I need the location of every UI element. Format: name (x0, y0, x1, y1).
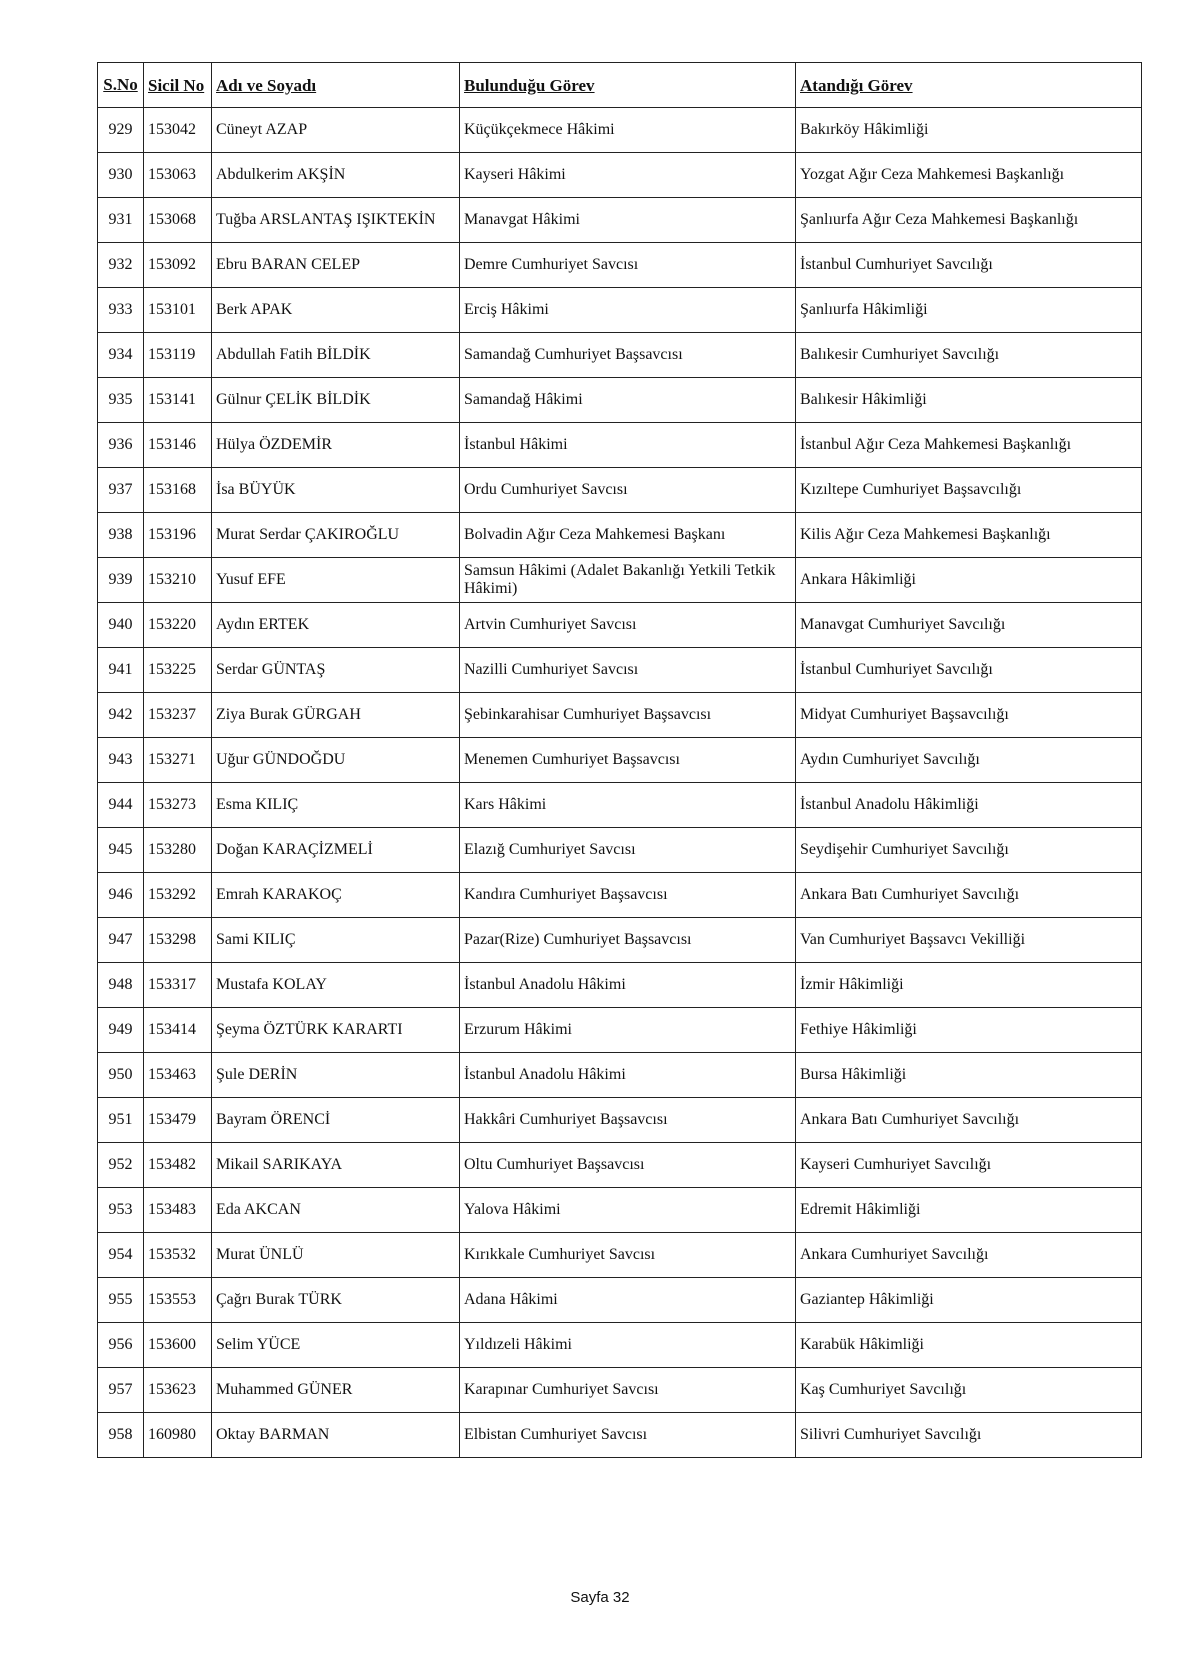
cell-sno: 950 (98, 1053, 144, 1098)
cell-current-duty: Adana Hâkimi (460, 1278, 796, 1323)
cell-sicil: 153482 (144, 1143, 212, 1188)
header-current-duty: Bulunduğu Görev (460, 63, 796, 108)
cell-sicil: 153273 (144, 783, 212, 828)
table-row (98, 288, 1142, 333)
cell-sno: 939 (98, 558, 144, 603)
cell-current-duty: Demre Cumhuriyet Savcısı (460, 243, 796, 288)
table-row (98, 378, 1142, 423)
assignment-table (97, 62, 1142, 1458)
cell-current-duty: Elbistan Cumhuriyet Savcısı (460, 1413, 796, 1458)
cell-name: Şule DERİN (212, 1053, 460, 1098)
cell-name: Esma KILIÇ (212, 783, 460, 828)
table-row (98, 783, 1142, 828)
table-row (98, 513, 1142, 558)
cell-sicil: 153063 (144, 153, 212, 198)
cell-sicil: 153271 (144, 738, 212, 783)
header-name: Adı ve Soyadı (212, 63, 460, 108)
table-row (98, 603, 1142, 648)
cell-current-duty: Samandağ Cumhuriyet Başsavcısı (460, 333, 796, 378)
cell-assigned-duty: Midyat Cumhuriyet Başsavcılığı (796, 693, 1142, 738)
cell-current-duty: Oltu Cumhuriyet Başsavcısı (460, 1143, 796, 1188)
cell-name: Şeyma ÖZTÜRK KARARTI (212, 1008, 460, 1053)
cell-sno: 942 (98, 693, 144, 738)
cell-name: Selim YÜCE (212, 1323, 460, 1368)
cell-sicil: 153119 (144, 333, 212, 378)
cell-assigned-duty: Balıkesir Hâkimliği (796, 378, 1142, 423)
cell-current-duty: Kandıra Cumhuriyet Başsavcısı (460, 873, 796, 918)
cell-name: Uğur GÜNDOĞDU (212, 738, 460, 783)
cell-assigned-duty: İstanbul Anadolu Hâkimliği (796, 783, 1142, 828)
cell-name: Mustafa KOLAY (212, 963, 460, 1008)
cell-assigned-duty: Ankara Batı Cumhuriyet Savcılığı (796, 873, 1142, 918)
cell-assigned-duty: Şanlıurfa Ağır Ceza Mahkemesi Başkanlığı (796, 198, 1142, 243)
cell-sno: 931 (98, 198, 144, 243)
cell-name: Mikail SARIKAYA (212, 1143, 460, 1188)
cell-sicil: 153479 (144, 1098, 212, 1143)
cell-assigned-duty: Ankara Batı Cumhuriyet Savcılığı (796, 1098, 1142, 1143)
cell-sno: 937 (98, 468, 144, 513)
cell-assigned-duty: Kayseri Cumhuriyet Savcılığı (796, 1143, 1142, 1188)
cell-assigned-duty: Silivri Cumhuriyet Savcılığı (796, 1413, 1142, 1458)
cell-current-duty: Erciş Hâkimi (460, 288, 796, 333)
cell-current-duty: Elazığ Cumhuriyet Savcısı (460, 828, 796, 873)
cell-current-duty: İstanbul Hâkimi (460, 423, 796, 468)
table-row (98, 828, 1142, 873)
header-sno: S.No (98, 63, 144, 108)
cell-current-duty: Yıldızeli Hâkimi (460, 1323, 796, 1368)
cell-current-duty: İstanbul Anadolu Hâkimi (460, 963, 796, 1008)
cell-name: Doğan KARAÇİZMELİ (212, 828, 460, 873)
cell-name: Murat ÜNLÜ (212, 1233, 460, 1278)
cell-name: Yusuf EFE (212, 558, 460, 603)
cell-current-duty: Manavgat Hâkimi (460, 198, 796, 243)
cell-current-duty: Menemen Cumhuriyet Başsavcısı (460, 738, 796, 783)
cell-sno: 955 (98, 1278, 144, 1323)
cell-current-duty: Erzurum Hâkimi (460, 1008, 796, 1053)
cell-current-duty: Artvin Cumhuriyet Savcısı (460, 603, 796, 648)
header-assigned-duty: Atandığı Görev (796, 63, 1142, 108)
table-row (98, 333, 1142, 378)
cell-sicil: 153092 (144, 243, 212, 288)
cell-sno: 934 (98, 333, 144, 378)
cell-current-duty: Nazilli Cumhuriyet Savcısı (460, 648, 796, 693)
cell-name: Eda AKCAN (212, 1188, 460, 1233)
table-row (98, 918, 1142, 963)
table-row (98, 1053, 1142, 1098)
cell-sicil: 153317 (144, 963, 212, 1008)
cell-name: Ebru BARAN CELEP (212, 243, 460, 288)
cell-sicil: 153600 (144, 1323, 212, 1368)
cell-name: Ziya Burak GÜRGAH (212, 693, 460, 738)
cell-sno: 951 (98, 1098, 144, 1143)
cell-name: Serdar GÜNTAŞ (212, 648, 460, 693)
table-row (98, 1368, 1142, 1413)
cell-assigned-duty: İstanbul Cumhuriyet Savcılığı (796, 648, 1142, 693)
table-row (98, 243, 1142, 288)
cell-current-duty: Karapınar Cumhuriyet Savcısı (460, 1368, 796, 1413)
cell-sno: 935 (98, 378, 144, 423)
cell-assigned-duty: Şanlıurfa Hâkimliği (796, 288, 1142, 333)
table-row (98, 738, 1142, 783)
cell-sno: 945 (98, 828, 144, 873)
cell-sicil: 153532 (144, 1233, 212, 1278)
cell-current-duty: Kırıkkale Cumhuriyet Savcısı (460, 1233, 796, 1278)
cell-sicil: 160980 (144, 1413, 212, 1458)
cell-name: Emrah KARAKOÇ (212, 873, 460, 918)
cell-assigned-duty: Bakırköy Hâkimliği (796, 108, 1142, 153)
cell-sicil: 153225 (144, 648, 212, 693)
cell-sicil: 153298 (144, 918, 212, 963)
cell-sno: 958 (98, 1413, 144, 1458)
cell-sno: 949 (98, 1008, 144, 1053)
table-row (98, 1188, 1142, 1233)
cell-assigned-duty: Ankara Cumhuriyet Savcılığı (796, 1233, 1142, 1278)
cell-current-duty: Kayseri Hâkimi (460, 153, 796, 198)
cell-name: Bayram ÖRENCİ (212, 1098, 460, 1143)
cell-assigned-duty: Seydişehir Cumhuriyet Savcılığı (796, 828, 1142, 873)
cell-current-duty: Kars Hâkimi (460, 783, 796, 828)
cell-assigned-duty: Kızıltepe Cumhuriyet Başsavcılığı (796, 468, 1142, 513)
table-row (98, 1098, 1142, 1143)
cell-assigned-duty: Manavgat Cumhuriyet Savcılığı (796, 603, 1142, 648)
cell-name: Cüneyt AZAP (212, 108, 460, 153)
cell-assigned-duty: İstanbul Ağır Ceza Mahkemesi Başkanlığı (796, 423, 1142, 468)
cell-sicil: 153623 (144, 1368, 212, 1413)
cell-name: Berk APAK (212, 288, 460, 333)
cell-assigned-duty: Kaş Cumhuriyet Savcılığı (796, 1368, 1142, 1413)
cell-assigned-duty: Edremit Hâkimliği (796, 1188, 1142, 1233)
cell-current-duty: Pazar(Rize) Cumhuriyet Başsavcısı (460, 918, 796, 963)
cell-sno: 933 (98, 288, 144, 333)
page-number: Sayfa 32 (570, 1589, 630, 1606)
table-row (98, 693, 1142, 738)
cell-name: Abdullah Fatih BİLDİK (212, 333, 460, 378)
cell-sno: 930 (98, 153, 144, 198)
cell-assigned-duty: Yozgat Ağır Ceza Mahkemesi Başkanlığı (796, 153, 1142, 198)
table-row (98, 1413, 1142, 1458)
cell-sicil: 153553 (144, 1278, 212, 1323)
cell-sicil: 153168 (144, 468, 212, 513)
cell-current-duty: Hakkâri Cumhuriyet Başsavcısı (460, 1098, 796, 1143)
cell-sno: 932 (98, 243, 144, 288)
table-row (98, 1143, 1142, 1188)
cell-name: Hülya ÖZDEMİR (212, 423, 460, 468)
cell-sicil: 153463 (144, 1053, 212, 1098)
cell-assigned-duty: Fethiye Hâkimliği (796, 1008, 1142, 1053)
cell-sicil: 153141 (144, 378, 212, 423)
table-body (98, 108, 1142, 1458)
cell-current-duty: İstanbul Anadolu Hâkimi (460, 1053, 796, 1098)
cell-assigned-duty: Kilis Ağır Ceza Mahkemesi Başkanlığı (796, 513, 1142, 558)
cell-current-duty: Yalova Hâkimi (460, 1188, 796, 1233)
cell-assigned-duty: Bursa Hâkimliği (796, 1053, 1142, 1098)
table-row (98, 1008, 1142, 1053)
table-row (98, 468, 1142, 513)
cell-current-duty: Samsun Hâkimi (Adalet Bakanlığı Yetkili Tetkik Hâkimi) (460, 558, 796, 603)
cell-sno: 953 (98, 1188, 144, 1233)
cell-assigned-duty: İzmir Hâkimliği (796, 963, 1142, 1008)
cell-sno: 940 (98, 603, 144, 648)
cell-assigned-duty: Karabük Hâkimliği (796, 1323, 1142, 1368)
cell-sicil: 153196 (144, 513, 212, 558)
table-row (98, 558, 1142, 603)
cell-sicil: 153068 (144, 198, 212, 243)
table-row (98, 873, 1142, 918)
cell-current-duty: Ordu Cumhuriyet Savcısı (460, 468, 796, 513)
cell-name: Murat Serdar ÇAKIROĞLU (212, 513, 460, 558)
cell-assigned-duty: Gaziantep Hâkimliği (796, 1278, 1142, 1323)
table-row (98, 963, 1142, 1008)
cell-sno: 952 (98, 1143, 144, 1188)
cell-sno: 944 (98, 783, 144, 828)
cell-current-duty: Samandağ Hâkimi (460, 378, 796, 423)
cell-sno: 929 (98, 108, 144, 153)
cell-current-duty: Şebinkarahisar Cumhuriyet Başsavcısı (460, 693, 796, 738)
cell-sicil: 153101 (144, 288, 212, 333)
table-row (98, 1323, 1142, 1368)
table-row (98, 648, 1142, 693)
cell-sno: 943 (98, 738, 144, 783)
cell-assigned-duty: Ankara Hâkimliği (796, 558, 1142, 603)
cell-current-duty: Bolvadin Ağır Ceza Mahkemesi Başkanı (460, 513, 796, 558)
cell-sno: 946 (98, 873, 144, 918)
table-row (98, 108, 1142, 153)
cell-sicil: 153414 (144, 1008, 212, 1053)
cell-assigned-duty: İstanbul Cumhuriyet Savcılığı (796, 243, 1142, 288)
cell-sicil: 153237 (144, 693, 212, 738)
cell-assigned-duty: Balıkesir Cumhuriyet Savcılığı (796, 333, 1142, 378)
cell-name: Çağrı Burak TÜRK (212, 1278, 460, 1323)
table-header-row (98, 63, 1142, 108)
cell-sno: 941 (98, 648, 144, 693)
cell-sicil: 153483 (144, 1188, 212, 1233)
cell-name: Tuğba ARSLANTAŞ IŞIKTEKİN (212, 198, 460, 243)
cell-assigned-duty: Van Cumhuriyet Başsavcı Vekilliği (796, 918, 1142, 963)
cell-sno: 954 (98, 1233, 144, 1278)
cell-sno: 948 (98, 963, 144, 1008)
cell-sicil: 153042 (144, 108, 212, 153)
cell-sicil: 153146 (144, 423, 212, 468)
cell-name: Oktay BARMAN (212, 1413, 460, 1458)
cell-sicil: 153220 (144, 603, 212, 648)
cell-sno: 938 (98, 513, 144, 558)
table-row (98, 153, 1142, 198)
cell-sicil: 153210 (144, 558, 212, 603)
cell-sno: 957 (98, 1368, 144, 1413)
cell-current-duty: Küçükçekmece Hâkimi (460, 108, 796, 153)
cell-name: Muhammed GÜNER (212, 1368, 460, 1413)
cell-name: İsa BÜYÜK (212, 468, 460, 513)
cell-name: Aydın ERTEK (212, 603, 460, 648)
cell-sno: 956 (98, 1323, 144, 1368)
cell-name: Sami KILIÇ (212, 918, 460, 963)
cell-sicil: 153292 (144, 873, 212, 918)
table-row (98, 1233, 1142, 1278)
table-row (98, 1278, 1142, 1323)
table-row (98, 198, 1142, 243)
cell-name: Abdulkerim AKŞİN (212, 153, 460, 198)
cell-assigned-duty: Aydın Cumhuriyet Savcılığı (796, 738, 1142, 783)
cell-sno: 947 (98, 918, 144, 963)
cell-name: Gülnur ÇELİK BİLDİK (212, 378, 460, 423)
header-sicil: Sicil No (144, 63, 212, 108)
table-row (98, 423, 1142, 468)
cell-sicil: 153280 (144, 828, 212, 873)
cell-sno: 936 (98, 423, 144, 468)
